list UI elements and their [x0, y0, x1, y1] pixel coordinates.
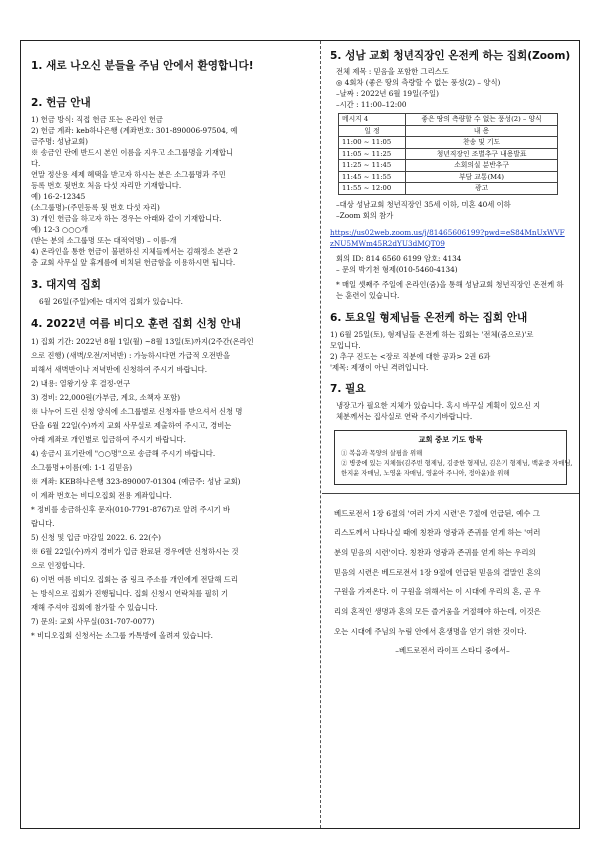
- training-line: ※ 나누어 드린 신청 양식에 소그룹별로 신청자를 받으셔서 신청 명: [31, 407, 243, 416]
- table-cell-content: 찬송 및 기도: [406, 137, 558, 149]
- section-video-training-title: 4. 2022년 여름 비디오 훈련 집회 신청 안내: [31, 318, 241, 330]
- training-line: * 비디오집회 신청서는 소그룹 카톡방에 올려져 있습니다.: [31, 631, 214, 640]
- offering-line: 3) 개인 헌금을 하고자 하는 경우는 아래와 같이 기재합니다.: [31, 214, 222, 223]
- table-header-row: [339, 114, 558, 126]
- needs-line: 체분께서는 집사실로 연락 주시기바랍니다.: [336, 411, 473, 421]
- zoom-contact: – 문의 박기천 형제(010-5460-4134): [336, 264, 458, 274]
- table-row: [339, 171, 558, 183]
- meditation-line: 분의 믿음의 시련'이다. 칭찬과 영광과 존귀를 얻게 하는 우리의: [334, 547, 536, 557]
- training-line: 아래 계좌로 개인별로 입금하여 주시기 바랍니다.: [31, 435, 186, 444]
- table-cell-time: 11:45 ~ 11:55: [339, 171, 406, 183]
- zoom-link[interactable]: https://us02web.zoom.us/j/81465606199?pwd=eS84MnUxWVFzNU5MWm45R2dYU3dMQT09: [330, 227, 565, 248]
- training-line: 3) 경비: 22,000원(가부금, 계요, 소책자 포함): [31, 393, 181, 402]
- prayer-item: ② 병중에 있는 지체들(김주빈 형제님, 김중한 형제님, 김은기 형제님, 백윤중 자매님,: [341, 459, 573, 467]
- table-cell-time: 11:00 ~ 11:05: [339, 137, 406, 149]
- offering-line: (소그룹명)-(주민등록 뒷 번호 다섯 자리): [31, 203, 160, 212]
- training-line: 랍니다.: [31, 519, 55, 528]
- table-row: [339, 137, 558, 149]
- training-line: 1) 집회 기간: 2022년 8월 1일(월) ~8월 13일(토)까지(2주간(온라인: [31, 337, 254, 346]
- training-line: 7) 문의: 교회 사무실(031-707-0077): [31, 617, 155, 626]
- table-column-header: 일 정: [339, 125, 406, 137]
- offering-line: 4) 온라인을 통한 헌금이 불편하신 지체들께서는 김해정소 본관 2: [31, 247, 238, 256]
- prayer-item: 한지윤 자매님, 노영윤 자매님, 영윤아 주니아, 정아윤)을 위해: [341, 469, 510, 477]
- offering-line: 연말 정산용 세제 혜택을 받고자 하시는 분은 소그룹명과 주민: [31, 170, 226, 179]
- offering-line: ※ 송금인 란에 반드시 본인 이름을 지우고 소그룹명을 기재합니: [31, 148, 234, 157]
- zoom-meeting-info: [330, 253, 571, 275]
- table-cell-time: 11:25 ~ 11:45: [339, 160, 406, 172]
- zoom-meeting-id: 회의 ID: 814 6560 6199 암호: 4134: [336, 253, 462, 263]
- offering-list: [31, 114, 309, 268]
- zoom-intro-line: ◎ 4회차 (좋은 땅의 측량할 수 없는 풍성(2) – 양식): [336, 78, 501, 87]
- training-line: ※ 6월 22일(수)까지 경비가 입금 완료된 경우에만 신청하시는 것: [31, 547, 239, 556]
- zoom-join-line: –Zoom 회의 참가: [336, 210, 394, 220]
- offering-line: (받는 분의 소그룹명 또는 대적역명) – 이름-개: [31, 236, 177, 245]
- prayer-title: 교회 중보 기도 항목: [418, 434, 483, 444]
- table-row: [339, 183, 558, 195]
- table-cell-content: 광고: [406, 183, 558, 195]
- zoom-intro: [330, 66, 571, 110]
- column-divider: [320, 41, 321, 828]
- left-column: [21, 41, 319, 643]
- saturday-line: '제목: 제쟁이 아닌 격려입니다.: [330, 362, 429, 372]
- table-column-header: 내 용: [406, 125, 558, 137]
- schedule-table: [338, 113, 558, 195]
- training-line: 이 계좌 번호는 비디오집회 전용 계좌입니다.: [31, 491, 172, 500]
- meditation-text: [330, 504, 571, 662]
- table-header-cell: 좋은 땅의 측량할 수 없는 풍성(2) – 양식: [406, 114, 558, 126]
- section-district-title: 3. 대지역 집회: [31, 279, 101, 291]
- training-line: 6) 이번 여름 비디오 집회는 줌 링크 주소를 개인에게 전달해 드리: [31, 575, 238, 584]
- offering-line: 금주명: 성남교회): [31, 137, 88, 146]
- training-line: 소그룹명+이름(예: 1-1 김믿음): [31, 463, 133, 472]
- offering-line: 층 교회 사무실 앞 휴게름에 비치된 헌금함을 이용하시면 됩니다.: [31, 258, 236, 267]
- offering-line: 2) 헌금 계좌: keb하나은행 (계좌번호: 301-890006-97504, 예: [31, 126, 238, 135]
- meditation-source: –베드로전서 라이프 스타디 중에서–: [395, 646, 510, 656]
- training-line: ※ 계좌: KEB하나은행 323-890007-01304 (예금주: 성남 교회): [31, 477, 241, 486]
- offering-line: 다.: [31, 159, 41, 168]
- training-line: 으로 인정합니다.: [31, 561, 85, 570]
- prayer-box: [334, 430, 573, 485]
- table-row: [339, 160, 558, 172]
- training-line: 피해서 새벽반이나 저녁반에 신청하여 주시기 바랍니다.: [31, 365, 208, 374]
- zoom-intro-line: –날짜 : 2022년 6월 19일(주일): [336, 89, 439, 98]
- bulletin-page: [20, 40, 580, 829]
- table-column-row: [339, 125, 558, 137]
- training-line: 5) 신청 및 입금 마감일 2022. 6. 22(수): [31, 533, 161, 542]
- offering-line: 등록 번호 뒷번호 처음 다섯 자리만 기재합니다.: [31, 181, 182, 190]
- training-line: 재해 주셔야 집회에 참가할 수 있습니다.: [31, 603, 158, 612]
- right-column: [322, 41, 579, 661]
- zoom-intro-line: –시간 : 11:00–12:00: [336, 100, 407, 109]
- meditation-line: 베드로전서 1장 6절의 '여러 가지 시련'은 7절에 언급된, 예수 그: [334, 508, 540, 518]
- offering-line: 1) 헌금 방식: 직접 헌금 또는 온라인 헌금: [31, 115, 163, 124]
- meditation-line: 리스도께서 나타나실 때에 칭찬과 영광과 존귀를 얻게 하는 '여러: [334, 528, 541, 538]
- table-cell-content: 부담 교통(M4): [406, 171, 558, 183]
- section-offering-title: 2. 헌금 안내: [31, 97, 91, 109]
- section-welcome-title: 1. 새로 나오신 분들을 주님 안에서 환영합니다!: [31, 60, 254, 72]
- training-line: * 정비를 송금하신후 문자(010-7791-8767)로 알려 주시기 바: [31, 505, 231, 514]
- meditation-line: 구원을 가져온다. 이 구원을 위해서는 이 시대에 우리의 혼, 곧 우: [334, 587, 541, 597]
- table-cell-content: 청년직장인 조별추구 내용발표: [406, 148, 558, 160]
- saturday-line: 1) 6월 25일(토), 형제님들 온전케 하는 집회는 '전체(줌으로)'로: [330, 329, 534, 339]
- meditation-line: 믿음의 시련은 베드로전서 1장 9절에 언급된 믿음의 결말인 혼의: [334, 567, 541, 577]
- needs-text: [330, 400, 571, 422]
- table-cell-time: 11:05 ~ 11:25: [339, 148, 406, 160]
- meditation-divider: [322, 493, 579, 494]
- saturday-line: 2) 추구 진도는 <장로 직분에 대한 공과> 2권 6과: [330, 351, 491, 361]
- video-training-list: [31, 335, 309, 643]
- saturday-list: [330, 329, 571, 373]
- offering-line: 예) 16-2-12345: [31, 192, 86, 201]
- section-saturday-title: 6. 토요일 형제님들 온전케 하는 집회 안내: [330, 311, 528, 324]
- prayer-item: ① 복음과 목양의 살핌을 위해: [341, 449, 423, 457]
- training-line: 4) 송금시 표기란에 "○○명"으로 송금해 주시기 바랍니다.: [31, 449, 216, 458]
- table-row: [339, 148, 558, 160]
- zoom-note: * 매일 셋째주 주일에 온라인(줌)을 통해 성남교회 청년직장인 온전케 하는 훈련이 있습니다.: [336, 279, 564, 300]
- section-zoom-title: 5. 성남 교회 청년직장인 온전케 하는 집회(Zoom): [330, 50, 571, 62]
- table-cell-time: 11:55 ~ 12:00: [339, 183, 406, 195]
- saturday-line: 모입니다.: [330, 340, 361, 350]
- training-line: 는 방식으로 집회가 진행됩니다. 집회 신청시 연락처를 필히 기: [31, 589, 229, 598]
- training-line: 2) 내용: 열왕기상 후 결정-연구: [31, 379, 131, 388]
- training-line: 단을 6월 22일(수)까지 교회 사무실로 제출하여 주시고, 경비는: [31, 421, 232, 430]
- meditation-line: 오는 시대에 주님의 누림 안에서 혼생명을 얻기 위한 것이다.: [334, 626, 527, 636]
- needs-line: 냉장고가 필요한 지체가 있습니다. 혹시 바꾸실 계획이 있으신 지: [336, 400, 541, 410]
- section-needs-title: 7. 필요: [330, 382, 366, 395]
- table-header-cell: 메시지 4: [339, 114, 406, 126]
- zoom-after: [330, 199, 571, 221]
- zoom-target-line: –대상 성남교회 청년직장인 35세 이하, 미혼 40세 이하: [336, 199, 511, 209]
- offering-line: 예) 12-3 ○○○개: [31, 225, 89, 234]
- table-cell-content: 소회의실 분반추구: [406, 160, 558, 172]
- meditation-line: 리의 혼적인 생명과 혼의 모든 즐거움을 거절해야 하는데, 이것은: [334, 607, 541, 617]
- district-text: 6월 26일(주일)에는 대지역 집회가 있습니다.: [39, 297, 183, 306]
- zoom-intro-line: 전체 제목 : 믿음을 포함한 그리스도: [336, 67, 449, 76]
- training-line: 으로 진행) (새벽/오전/저녁반) : 가능하시다면 가급적 오전반을: [31, 351, 231, 360]
